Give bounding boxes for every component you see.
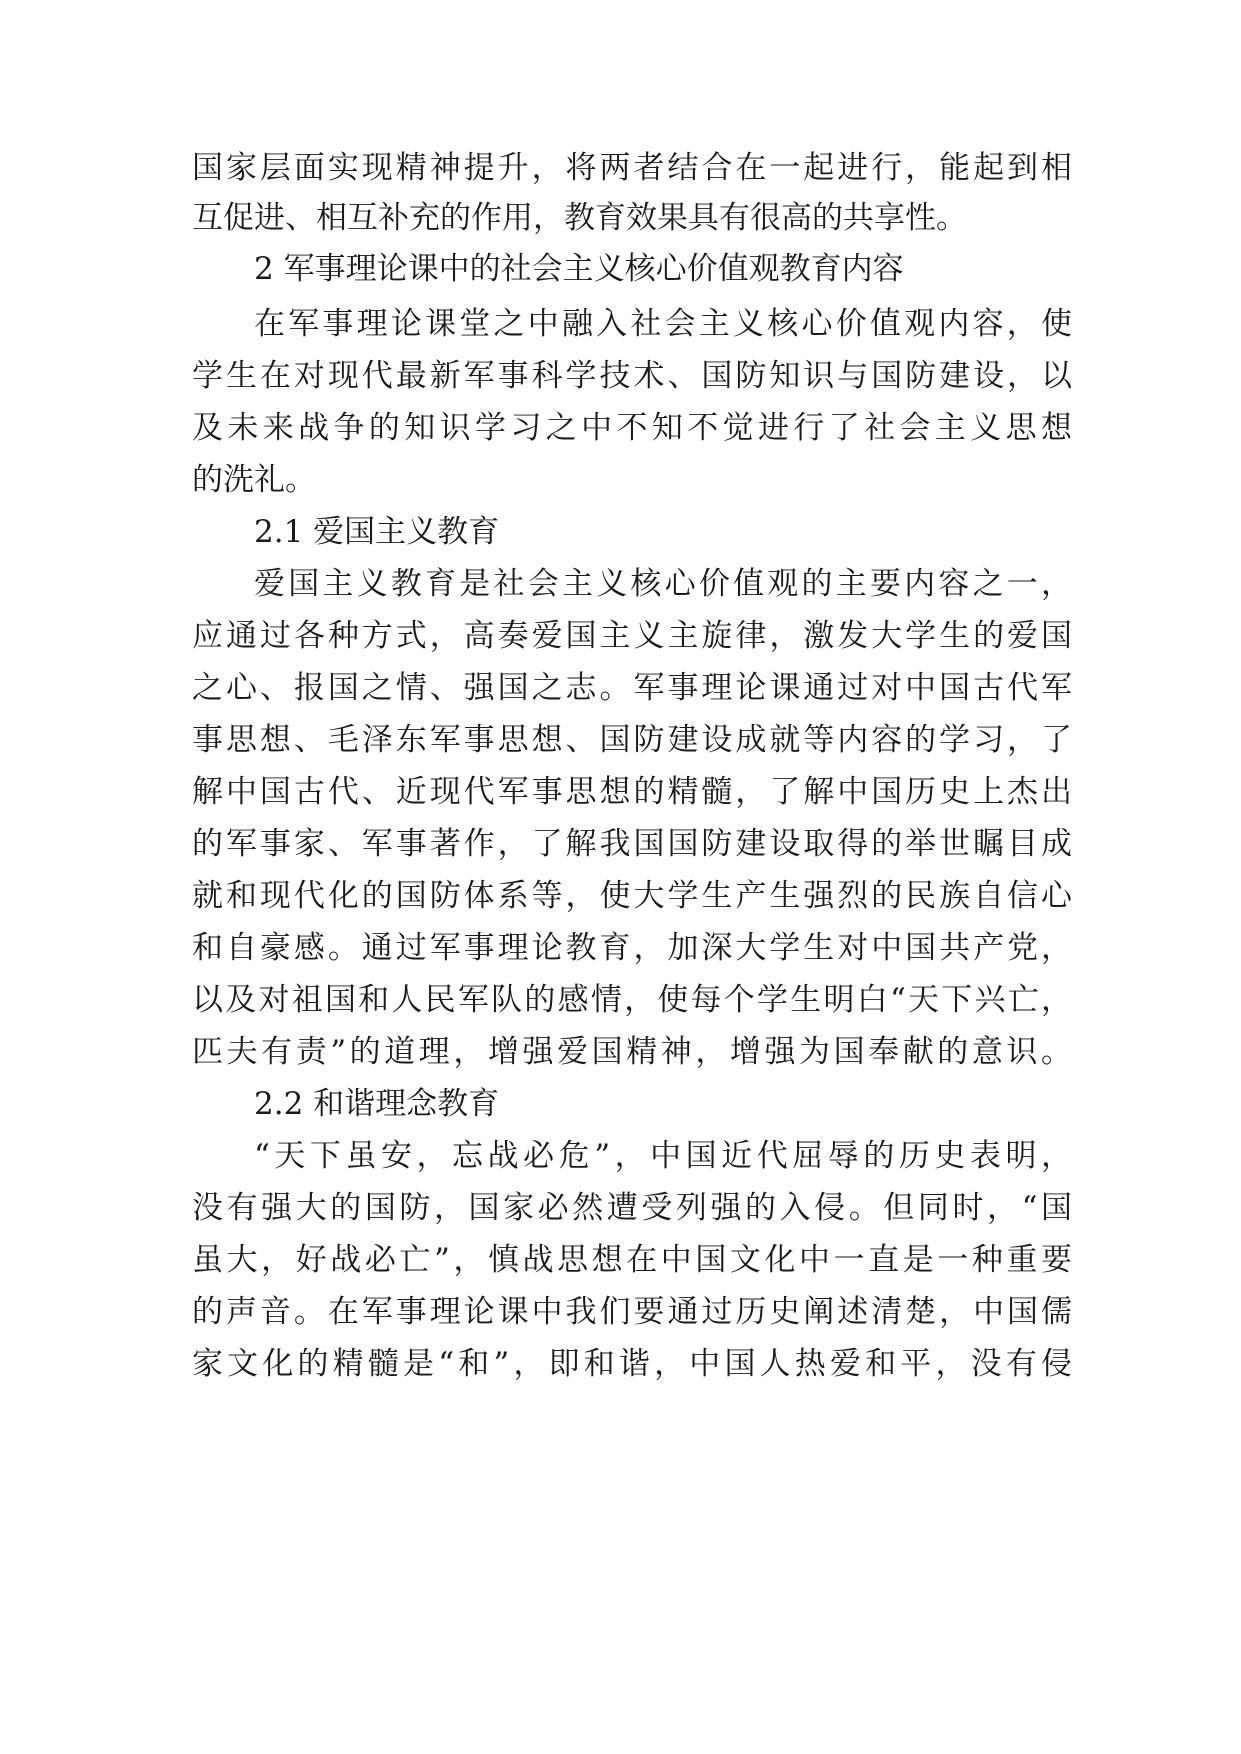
- subsection-heading: 2.2 和谐理念教育: [254, 1086, 500, 1122]
- text-line: 应通过各种方式，高奏爱国主义主旋律，激发大学生的爱国: [192, 618, 1072, 654]
- text-line: “天下虽安，忘战必危”，中国近代屈辱的历史表明，: [254, 1138, 1072, 1174]
- text-line: 在军事理论课堂之中融入社会主义核心价值观内容，使: [254, 306, 1072, 342]
- subsection-heading: 2.1 爱国主义教育: [254, 514, 500, 550]
- text-line: 虽大，好战必亡”，慎战思想在中国文化中一直是一种重要: [192, 1242, 1072, 1278]
- text-line: 和自豪感。通过军事理论教育，加深大学生对中国共产党，: [192, 930, 1072, 966]
- text-line: 事思想、毛泽东军事思想、国防建设成就等内容的学习，了: [192, 722, 1072, 758]
- text-line: 的洗礼。: [192, 462, 316, 498]
- text-line: 没有强大的国防，国家必然遭受列强的入侵。但同时，“国: [192, 1190, 1072, 1226]
- text-line: 互促进、相互补充的作用，教育效果具有很高的共享性。: [192, 200, 967, 236]
- text-line: 及未来战争的知识学习之中不知不觉进行了社会主义思想: [192, 410, 1072, 446]
- text-line: 之心、报国之情、强国之志。军事理论课通过对中国古代军: [192, 670, 1072, 706]
- text-line: 学生在对现代最新军事科学技术、国防知识与国防建设，以: [192, 358, 1072, 394]
- section-heading: 2 军事理论课中的社会主义核心价值观教育内容: [254, 251, 904, 287]
- text-line: 的声音。在军事理论课中我们要通过历史阐述清楚，中国儒: [192, 1294, 1072, 1330]
- text-line: 以及对祖国和人民军队的感情，使每个学生明白“天下兴亡，: [192, 982, 1072, 1018]
- text-line: 的军事家、军事著作，了解我国国防建设取得的举世瞩目成: [192, 826, 1072, 862]
- text-line: 就和现代化的国防体系等，使大学生产生强烈的民族自信心: [192, 878, 1072, 914]
- text-line: 爱国主义教育是社会主义核心价值观的主要内容之一，: [254, 566, 1072, 602]
- text-line: 家文化的精髓是“和”，即和谐，中国人热爱和平，没有侵: [192, 1346, 1072, 1382]
- text-line: 解中国古代、近现代军事思想的精髓，了解中国历史上杰出: [192, 774, 1072, 810]
- text-line: 匹夫有责”的道理，增强爱国精神，增强为国奉献的意识。: [192, 1034, 1072, 1070]
- text-line: 国家层面实现精神提升，将两者结合在一起进行，能起到相: [192, 150, 1072, 186]
